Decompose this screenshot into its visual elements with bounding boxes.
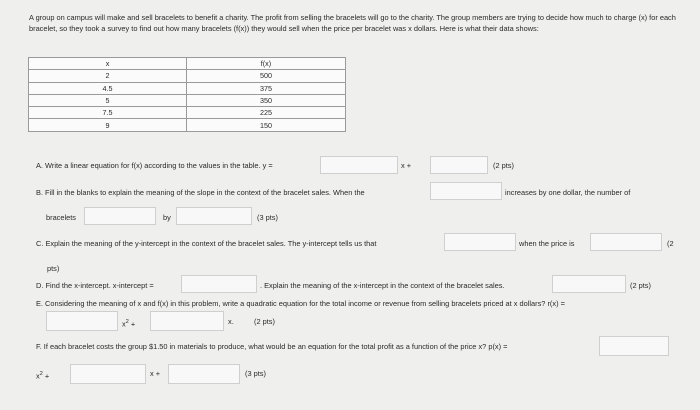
qe-x-squared-text <box>122 317 135 329</box>
table-row <box>29 70 346 82</box>
qf-plus: + <box>44 371 50 381</box>
question-e-label: E. Considering the meaning of x and f(x) in this problem, write a quadratic equation for the total income or revenue from selling bracelets priced at x dollars? r(x) = <box>36 299 565 308</box>
qb-blank-1-input[interactable] <box>430 182 502 200</box>
qe-coef-a-input[interactable] <box>46 311 118 331</box>
qc-tail-text: (2 <box>667 239 674 248</box>
cell-x: 9 <box>29 119 187 131</box>
qf-x-plus-text: x + <box>150 369 161 378</box>
qa-intercept-input[interactable] <box>430 156 488 174</box>
qe-coef-b-input[interactable] <box>150 311 224 331</box>
qf-px-input[interactable] <box>599 336 669 356</box>
cell-x: 4.5 <box>29 82 187 94</box>
question-d-label: D. Find the x-intercept. x-intercept = <box>36 281 154 290</box>
qe-exponent: 2 <box>125 319 129 325</box>
table-row <box>29 82 346 94</box>
qb-mid-text: increases by one dollar, the number of <box>505 188 631 197</box>
question-c-label: C. Explain the meaning of the y-intercept in the context of the bracelet sales. The y-intercept tells us that <box>36 239 377 248</box>
question-a-label: A. Write a linear equation for f(x) according to the values in the table. y = <box>36 161 273 170</box>
qf-x-var: x <box>36 371 40 381</box>
qf-points: (3 pts) <box>245 369 266 378</box>
qd-points: (2 pts) <box>630 281 651 290</box>
qc-mid-text: when the price is <box>519 239 575 248</box>
header-x: x <box>29 58 187 70</box>
cell-x: 7.5 <box>29 107 187 119</box>
qd-x-intercept-input[interactable] <box>181 275 257 293</box>
qf-exponent: 2 <box>39 371 43 377</box>
qe-x-var: x <box>122 319 126 329</box>
qc-blank-1-input[interactable] <box>444 233 516 251</box>
table-row <box>29 119 346 131</box>
qb-blank-3-input[interactable] <box>176 207 252 225</box>
qb-by-text: by <box>163 213 171 222</box>
qc-blank-2-input[interactable] <box>590 233 662 251</box>
qb-blank-2-input[interactable] <box>84 207 156 225</box>
qe-points: (2 pts) <box>254 317 275 326</box>
qd-explain-input[interactable] <box>552 275 626 293</box>
cell-fx: 150 <box>187 119 346 131</box>
qa-slope-input[interactable] <box>320 156 398 174</box>
qe-x-text: x. <box>228 317 234 326</box>
cell-fx: 350 <box>187 94 346 106</box>
qa-points: (2 pts) <box>493 161 514 170</box>
header-fx: f(x) <box>187 58 346 70</box>
cell-fx: 225 <box>187 107 346 119</box>
qf-x-squared-text <box>36 369 49 381</box>
qb-points: (3 pts) <box>257 213 278 222</box>
data-table <box>28 57 346 132</box>
cell-x: 5 <box>29 94 187 106</box>
qf-coef-b-input[interactable] <box>168 364 240 384</box>
table-row <box>29 107 346 119</box>
qd-mid-text: . Explain the meaning of the x-intercept in the context of the bracelet sales. <box>260 281 505 290</box>
qa-x-plus-text: x + <box>401 161 412 170</box>
question-f-label: F. If each bracelet costs the group $1.50 in materials to produce, what would be an equation for the total profit as a function of the price x? p(x) = <box>36 342 508 351</box>
cell-fx: 500 <box>187 70 346 82</box>
qb-bracelets-text: bracelets <box>46 213 76 222</box>
qf-coef-a-input[interactable] <box>70 364 146 384</box>
qc-points-cont: pts) <box>47 264 60 273</box>
table-row <box>29 94 346 106</box>
table-header-row <box>29 58 346 70</box>
question-b-label: B. Fill in the blanks to explain the meaning of the slope in the context of the bracelet sales. When the <box>36 188 365 197</box>
cell-fx: 375 <box>187 82 346 94</box>
cell-x: 2 <box>29 70 187 82</box>
qe-plus: + <box>130 319 136 329</box>
problem-intro: A group on campus will make and sell bracelets to benefit a charity. The profit from selling the bracelets will go to the charity. The group members are trying to decide how much to charge (x) for each bracelet, so they took a survey to find out how many bracelets (f(x)) they would sell when the price per bracelet was x dollars. Here is what their data shows: <box>29 13 676 33</box>
